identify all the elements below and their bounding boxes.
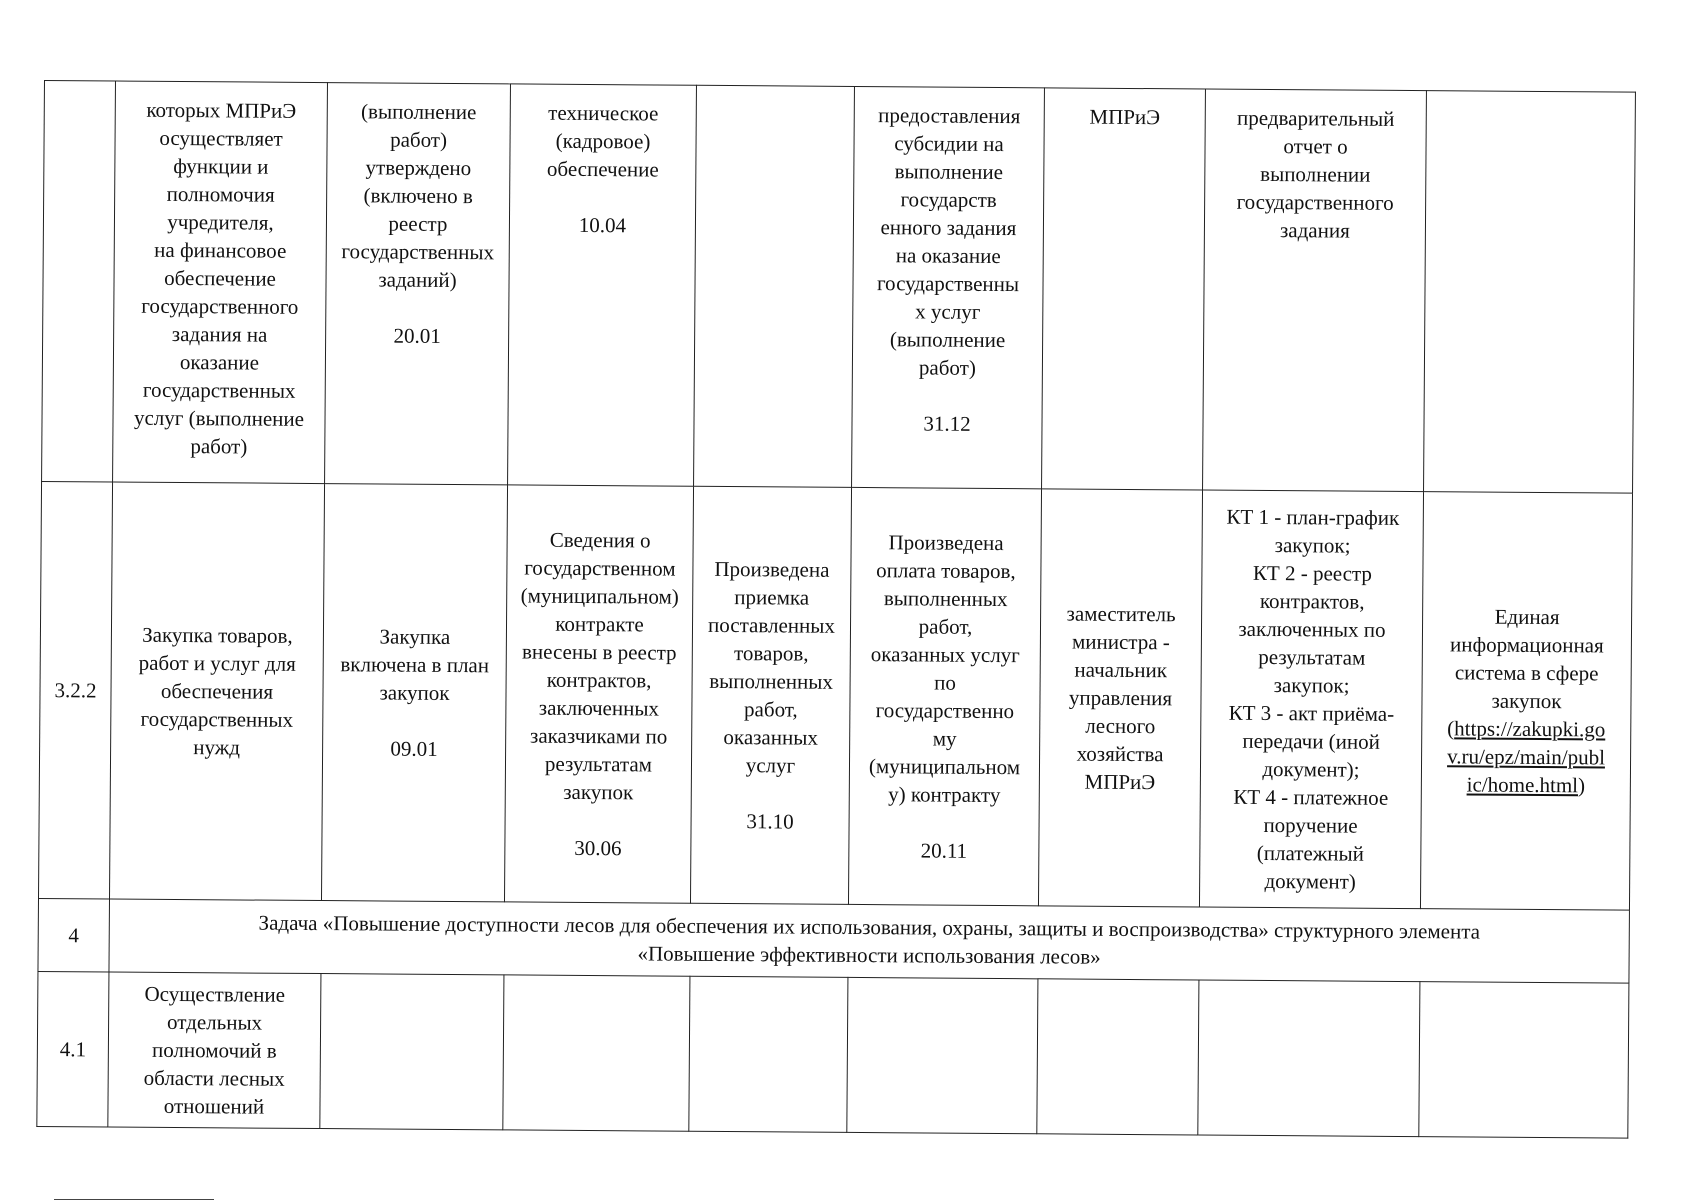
task-heading-cell — [109, 899, 1629, 983]
row-number: 4.1 — [59, 1037, 87, 1062]
control-point-1: (выполнение работ) утверждено (включено в реестр государственных заданий) 20.01 — [341, 99, 495, 348]
info-system-cell — [1420, 492, 1632, 911]
responsible-cell — [1038, 489, 1202, 907]
empty-cell — [320, 974, 504, 1130]
control-point-3-cell — [690, 486, 851, 904]
empty-cell — [689, 976, 848, 1132]
table-row — [37, 971, 1629, 1138]
info-system-close-paren: ) — [1577, 773, 1586, 798]
document-type: КТ 1 - план-график закупок; КТ 2 - реестр контрактов, заключенных по результатам закупок; КТ 3 - акт приёма- передачи (иной документ); КТ 4 - платежное поручение (платежный документ) — [1226, 504, 1400, 894]
document-type-cell — [1203, 89, 1427, 492]
zakupki-link[interactable]: https://zakupki.go v.ru/epz/main/publ ic/home.html — [1447, 716, 1606, 798]
row-number-cell — [42, 81, 116, 483]
table-row — [38, 898, 1629, 983]
document-type: предварительный отчет о выполнении государственного задания — [1236, 105, 1395, 243]
event-name: Осуществление отдельных полномочий в области лесных отношений — [143, 981, 286, 1119]
control-point-1-cell — [325, 83, 511, 485]
control-point-1-cell — [321, 484, 507, 902]
responsible: МПРиЭ — [1089, 104, 1161, 130]
empty-cell — [847, 977, 1038, 1133]
row-number-cell — [37, 971, 109, 1127]
control-point-2-cell — [508, 84, 697, 486]
control-point-2: Сведения о государственном (муниципальном) контракте внесены в реестр контрактов, заключенных заказчиками по результатам закупок 30.06 — [520, 527, 679, 861]
empty-cell — [503, 975, 690, 1131]
empty-cell — [1419, 982, 1629, 1139]
info-system-name: Единая информационная система в сфере закупок ( — [1447, 604, 1604, 741]
event-name: которых МПРиЭ осуществляет функции и полномочия учредителя, на финансовое обеспечение государственного задания на оказание государственных услуг (выполнение работ) — [133, 97, 305, 459]
control-point-3-cell — [694, 85, 855, 487]
event-name-cell — [109, 482, 324, 901]
control-point-3: Произведена приемка поставленных товаров, выполненных работ, оказанных услуг 31.10 — [707, 556, 836, 834]
responsible: заместитель министра - начальник управления лесного хозяйства МПРиЭ — [1066, 601, 1176, 795]
event-name-cell — [113, 81, 328, 484]
row-number: 4 — [68, 923, 80, 948]
control-point-4: Произведена оплата товаров, выполненных работ, оказанных услуг по государственно му (муниципальном у) контракту 20.11 — [868, 530, 1021, 863]
event-name: Закупка товаров, работ и услуг для обеспечения государственных нужд — [138, 622, 296, 760]
control-point-4: предоставления субсидии на выполнение государств енного задания на оказание государственны х услуг (выполнение работ) 31.12 — [876, 103, 1021, 436]
plan-table-wrapper — [36, 80, 1635, 1137]
document-type-cell — [1199, 490, 1423, 909]
plan-table — [36, 80, 1636, 1139]
row-number: 3.2.2 — [54, 678, 97, 703]
control-point-4-cell — [852, 86, 1045, 488]
event-name-cell — [108, 972, 321, 1129]
table-row — [39, 481, 1633, 910]
control-point-2-cell — [504, 485, 693, 903]
responsible-cell — [1042, 88, 1206, 490]
table-row — [42, 81, 1636, 494]
empty-cell — [1198, 980, 1420, 1137]
row-number-cell — [38, 898, 110, 972]
info-system-cell — [1424, 91, 1636, 494]
control-point-1: Закупка включена в план закупок 09.01 — [340, 624, 490, 761]
task-heading: Задача «Повышение доступности лесов для обеспечения их использования, охраны, защиты и воспроизводства» структурного элемента «Повышение эффективности использования лесов» — [258, 910, 1481, 969]
row-number-cell — [39, 481, 113, 899]
empty-cell — [1037, 979, 1199, 1135]
control-point-4-cell — [848, 487, 1041, 905]
info-system — [1447, 605, 1605, 798]
control-point-2: техническое (кадровое) обеспечение 10.04 — [546, 100, 659, 238]
